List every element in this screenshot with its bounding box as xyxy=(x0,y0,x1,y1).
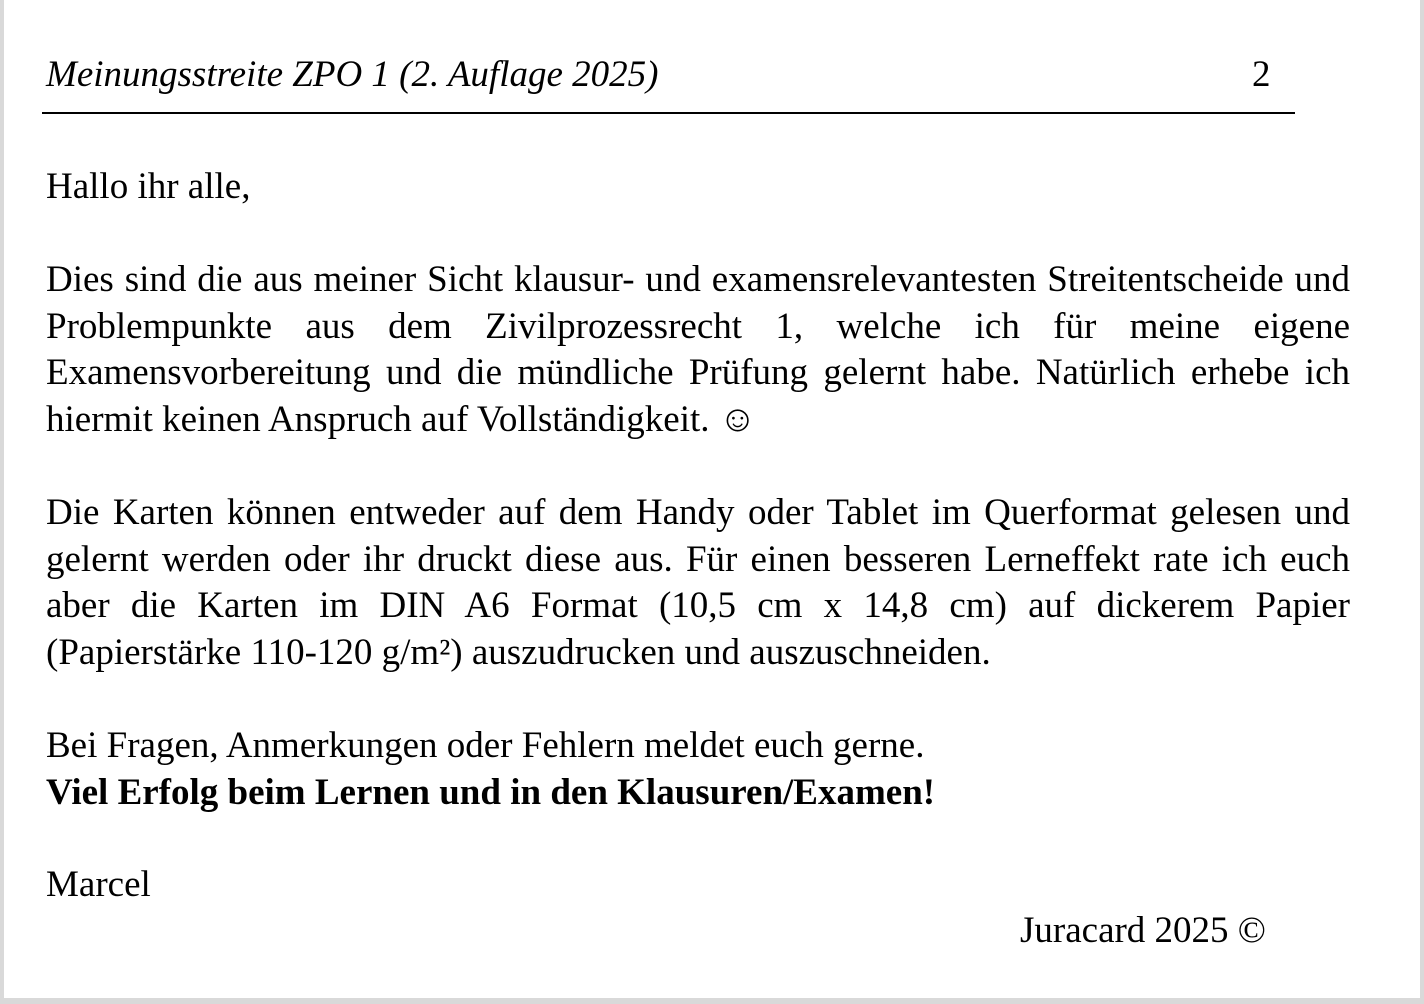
document-page xyxy=(4,0,1420,998)
greeting: Hallo ihr alle, xyxy=(46,166,251,207)
page-number: 2 xyxy=(1252,54,1271,95)
closing-bold-line: Viel Erfolg beim Lernen und in den Klausuren/Examen! xyxy=(46,771,936,813)
paragraph-intro: Dies sind die aus meiner Sicht klausur- und examensrelevantesten Streitentscheide und Problempunkte aus dem Zivilprozessrecht 1, welche ich für meine eigene Examensvorbereitung und die mündliche Prüfung gelernt habe. Natürlich erhebe ich hiermit keinen Anspruch auf Vollständigkeit. ☺ xyxy=(46,259,1350,440)
signature: Marcel xyxy=(46,864,151,905)
paragraph-printing: Die Karten können entweder auf dem Handy oder Tablet im Querformat gelesen und gelernt werden oder ihr druckt diese aus. Für einen besseren Lerneffekt rate ich euch aber die Karten im DIN A6 Format (10,5 cm x 14,8 cm) auf dickerem Papier (Papierstärke 110-120 g/m²) auszudrucken und auszuschneiden. xyxy=(46,492,1350,673)
closing-line: Bei Fragen, Anmerkungen oder Fehlern meldet euch gerne. xyxy=(46,725,925,766)
footer-copyright: Juracard 2025 © xyxy=(1020,910,1266,951)
header-divider xyxy=(42,112,1295,114)
header-title: Meinungsstreite ZPO 1 (2. Auflage 2025) xyxy=(46,54,659,95)
closing-block xyxy=(46,723,1350,816)
